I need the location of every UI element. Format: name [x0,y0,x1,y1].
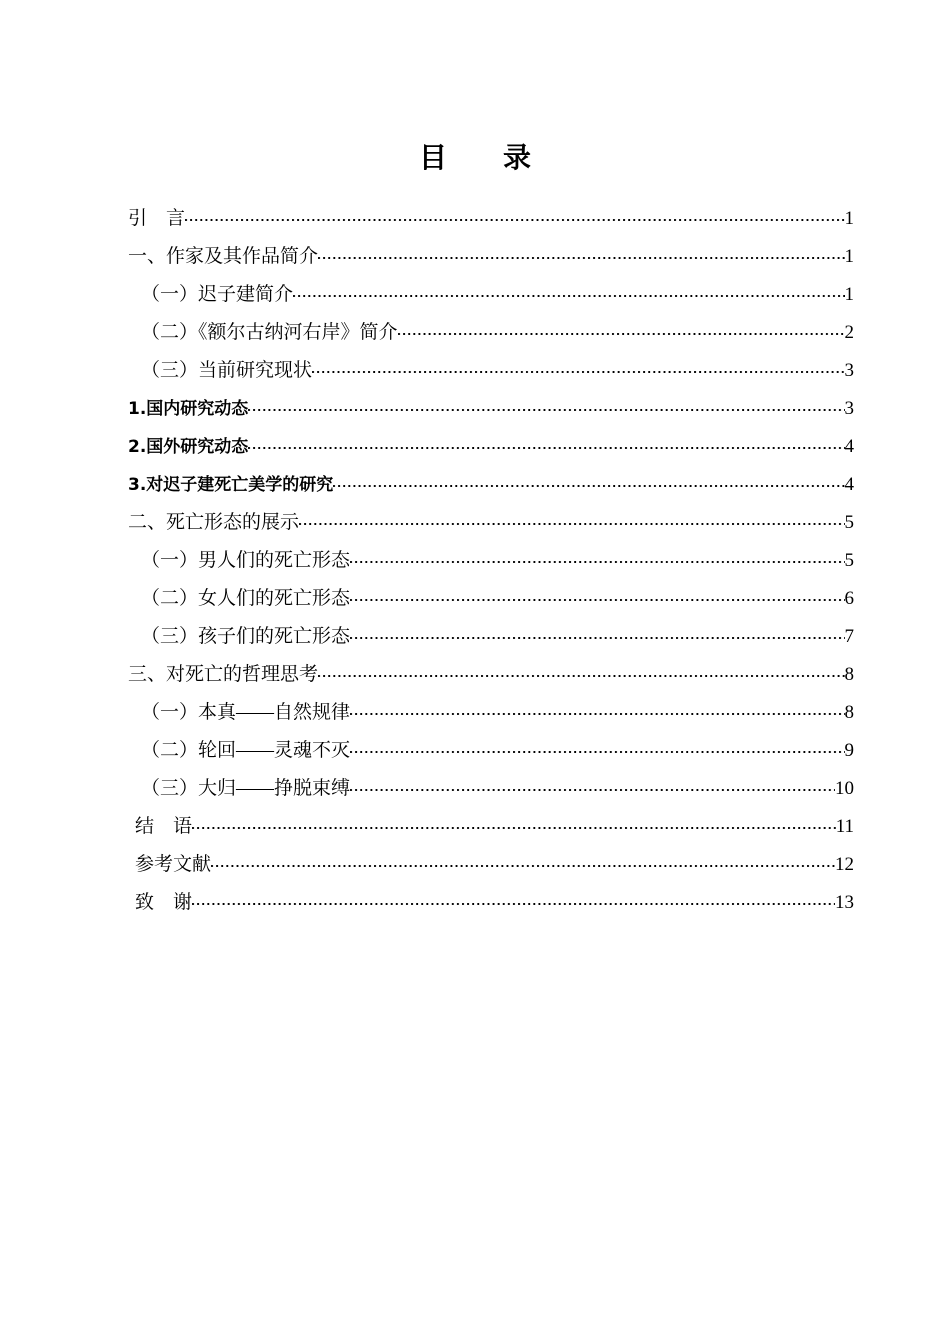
table-of-contents [128,200,854,922]
toc-entry-page-number: 4 [844,474,854,495]
toc-entry[interactable] [141,770,854,808]
toc-dot-leader [192,889,835,908]
toc-entry[interactable] [128,428,854,466]
toc-dot-leader [248,433,844,452]
toc-entry[interactable] [135,846,854,884]
toc-entry[interactable] [141,618,854,656]
toc-entry-label: 致 谢 [135,892,193,913]
toc-entry[interactable] [128,504,854,542]
toc-entry[interactable] [135,884,854,922]
toc-entry-page-number: 1 [844,208,854,229]
toc-entry-page-number: 9 [844,740,854,761]
toc-entry-page-number: 6 [844,588,854,609]
toc-entry-page-number: 12 [835,854,854,875]
toc-entry[interactable] [141,352,854,390]
toc-entry-label: （一）男人们的死亡形态 [141,550,351,571]
toc-entry[interactable] [141,542,854,580]
toc-dot-leader [333,471,844,490]
toc-entry-page-number: 7 [844,626,854,647]
toc-entry-label: 2.国外研究动态 [128,437,249,457]
toc-dot-leader [350,623,844,642]
toc-entry-page-number: 11 [835,816,854,837]
toc-dot-leader [293,281,844,300]
toc-entry[interactable] [128,390,854,428]
toc-entry-label: （二）轮回——灵魂不灭 [141,740,351,761]
toc-entry-page-number: 2 [844,322,854,343]
toc-entry-label: （一）本真——自然规律 [141,702,351,723]
toc-entry-page-number: 3 [844,360,854,381]
toc-entry-page-number: 5 [844,550,854,571]
toc-entry[interactable] [128,238,854,276]
toc-entry-page-number: 8 [844,702,854,723]
toc-dot-leader [312,357,844,376]
toc-dot-leader [350,737,844,756]
toc-entry-label: 参考文献 [135,854,212,875]
toc-entry[interactable] [141,276,854,314]
toc-entry-label: 三、对死亡的哲理思考 [128,664,319,685]
toc-entry-page-number: 3 [844,398,854,419]
toc-entry-label: （一）迟子建简介 [141,284,294,305]
toc-entry[interactable] [128,466,854,504]
toc-entry-label: （二）《额尔古纳河右岸》简介 [141,322,398,343]
toc-entry[interactable] [135,808,854,846]
toc-entry-label: （二）女人们的死亡形态 [141,588,351,609]
toc-entry[interactable] [128,200,854,238]
toc-entry-label: 结 语 [135,816,193,837]
toc-entry-label: （三）孩子们的死亡形态 [141,626,351,647]
toc-entry[interactable] [141,694,854,732]
toc-dot-leader [192,813,836,832]
toc-dot-leader [185,205,844,224]
toc-dot-leader [299,509,844,528]
toc-dot-leader [350,699,844,718]
toc-entry[interactable] [141,732,854,770]
toc-dot-leader [318,661,844,680]
toc-dot-leader [248,395,844,414]
toc-entry-label: （三）大归——挣脱束缚 [141,778,351,799]
toc-entry-label: 一、作家及其作品简介 [128,246,319,267]
toc-entry-page-number: 8 [844,664,854,685]
toc-entry-label: 引 言 [128,208,186,229]
toc-entry-page-number: 4 [844,436,854,457]
toc-entry-page-number: 5 [844,512,854,533]
toc-dot-leader [211,851,835,870]
toc-entry-page-number: 13 [835,892,854,913]
toc-entry[interactable] [128,656,854,694]
toc-entry-label: 1.国内研究动态 [128,399,249,419]
toc-dot-leader [398,319,845,338]
toc-dot-leader [350,585,844,604]
toc-entry-label: 3.对迟子建死亡美学的研究 [128,475,334,495]
toc-entry[interactable] [141,314,854,352]
toc-dot-leader [350,547,844,566]
toc-dot-leader [318,243,844,262]
toc-entry-label: 二、死亡形态的展示 [128,512,300,533]
toc-entry-label: （三）当前研究现状 [141,360,313,381]
toc-entry-page-number: 10 [835,778,854,799]
toc-entry-page-number: 1 [844,246,854,267]
page-title: 目 录 [418,141,531,174]
toc-entry[interactable] [141,580,854,618]
toc-entry-page-number: 1 [844,284,854,305]
toc-dot-leader [350,775,835,794]
